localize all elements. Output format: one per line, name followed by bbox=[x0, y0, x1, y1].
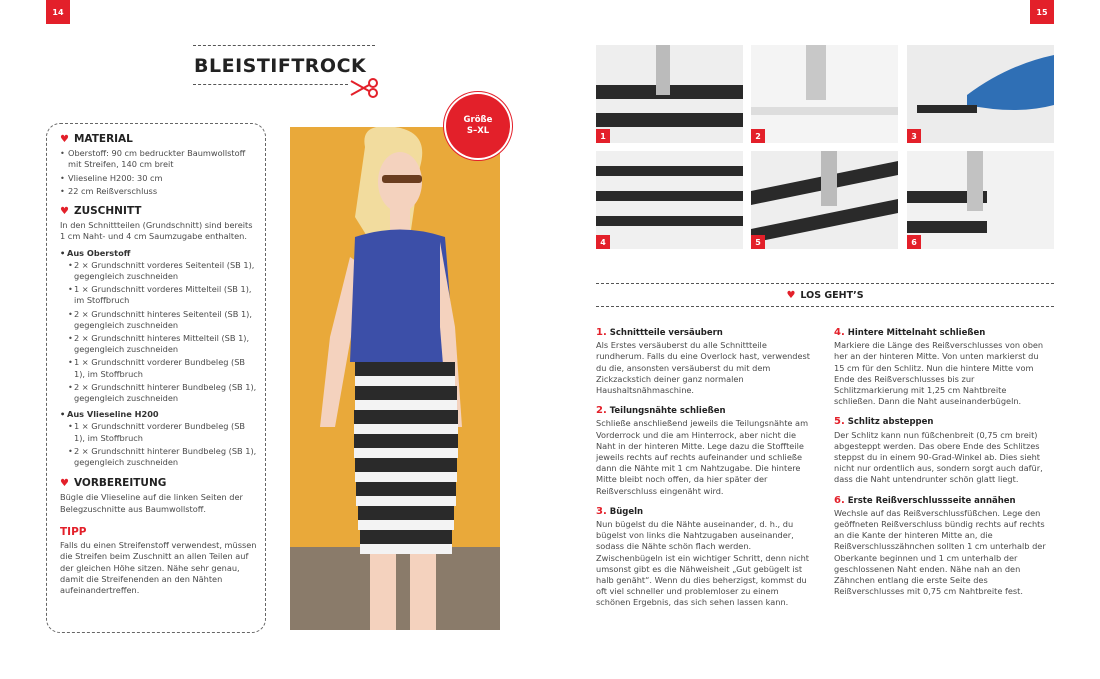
page-number-right: 15 bbox=[1030, 0, 1054, 24]
list-item: • 1 × Grundschnitt vorderer Bundbeleg (SB 1), im Stoffbruch bbox=[68, 421, 246, 443]
group-heading: • Aus Oberstoff bbox=[60, 247, 131, 258]
steps-column-left bbox=[596, 327, 812, 618]
step-photo: 2 bbox=[751, 45, 898, 143]
step-photo: 3 bbox=[907, 45, 1054, 143]
heart-icon: ♥ bbox=[60, 205, 69, 217]
list-item: • 1 × Grundschnitt vorderes Mittelteil (SB 1), im Stoffbruch bbox=[68, 284, 252, 306]
size-badge: Größe S–XL bbox=[446, 94, 510, 158]
tipp-heading: TIPP bbox=[60, 525, 87, 538]
scissors-icon bbox=[349, 77, 379, 99]
step: 3. Bügeln Nun bügelst du die Nähte auseinander, d. h., du bügelst von links die Nahtzugaben auseinander, sodass die Nähte schön flach werden. Zwischenbügeln ist ein wichtiger Schritt, denn nicht umsonst gibt es die Nähweisheit „Gut gebügelt ist halb genäht“. Wenn du dies beherzigst, kommst du oft viel schneller und problemloser zu einem schönen Ergebnis, das sich sehen lassen kann. bbox=[596, 505, 809, 608]
list-item: • Vlieseline H200: 30 cm bbox=[60, 172, 163, 183]
step: 5. Schlitz absteppen Der Schlitz kann nun füßchenbreit (0,75 cm breit) abgesteppt werden. Das obere Ende des Schlitzes steppst du in einem 90-Grad-Winkel ab. Dies sieht nicht nur ordentlich aus, sondern sorgt auch dafür, dass die Naht untendrunter schön glatt liegt. bbox=[834, 416, 1043, 485]
step: 2. Teilungsnähte schließen Schließe anschließend jeweils die Teilungsnähte am Vorderrock und die am Hinterrock, aber nicht die Naht in der hinteren Mitte. Lege dazu die Stoffteile jeweils rechts auf rechts aufeinander und schließe dann die Nähte mit 1 cm Nahtzugabe. Die hintere Mitte bleibt noch offen, da hier später der Reißverschluss eingenäht wird. bbox=[596, 405, 809, 496]
heart-icon: ♥ bbox=[786, 289, 796, 301]
step-photo: 4 bbox=[596, 151, 743, 249]
zuschnitt-heading: ♥ ZUSCHNITT bbox=[60, 205, 142, 218]
los-gehts-title: LOS GEHT’S bbox=[800, 290, 864, 301]
list-item: • 22 cm Reißverschluss bbox=[60, 185, 158, 196]
heart-icon: ♥ bbox=[60, 477, 69, 489]
list-item: • 2 × Grundschnitt hinterer Bundbeleg (SB 1), gegengleich zuschneiden bbox=[68, 445, 257, 468]
steps-column-right bbox=[834, 327, 1050, 606]
title-block bbox=[193, 45, 375, 85]
list-item: • 1 × Grundschnitt vorderer Bundbeleg (SB 1), im Stoffbruch bbox=[68, 357, 246, 379]
step-photo: 1 bbox=[596, 45, 743, 143]
list-item: • Oberstoff: 90 cm bedruckter Baumwollstoff mit Streifen, 140 cm breit bbox=[60, 148, 246, 170]
vorbereitung-text: Bügle die Vlieseline auf die linken Seiten der Belegzuschnitte aus Baumwollstoff. bbox=[60, 492, 243, 514]
step-photo: 5 bbox=[751, 151, 898, 249]
tipp-text: Falls du einen Streifenstoff verwendest, müssen die Streifen beim Zuschnitt an allen Teilen auf der gleichen Höhe sitzen. Nähe sehr genau, damit die Streifenenden an den Nähten aufeinandertreffen. bbox=[60, 540, 257, 595]
model-photo bbox=[290, 127, 500, 630]
group-heading: • Aus Vlieseline H200 bbox=[60, 409, 159, 420]
heart-icon: ♥ bbox=[60, 133, 69, 145]
list-item: • 2 × Grundschnitt vorderes Seitenteil (SB 1), gegengleich zuschneiden bbox=[68, 259, 255, 282]
page-title: BLEISTIFTROCK bbox=[194, 55, 367, 77]
list-item: • 2 × Grundschnitt hinteres Seitenteil (SB 1), gegengleich zuschneiden bbox=[68, 308, 252, 330]
los-gehts-header bbox=[596, 283, 1054, 307]
step: 6. Erste Reißverschlussseite annähen Wechsle auf das Reißverschlussfüßchen. Lege den geöffneten Reißverschluss bündig rechts auf rechts an die Kante der hinteren Mitte an, die Reißverschlusszähnchen sollten 1 cm unterhalb der Oberkante beginnen und 1 cm unterhalb der geschlossenen Naht enden. Nähe nah an den Zähnchen entlang die erste Seite des Reißverschlusses mit 0,75 cm Nahtbreite fest. bbox=[834, 494, 1046, 597]
list-item: • 2 × Grundschnitt hinterer Bundbeleg (SB 1), gegengleich zuschneiden bbox=[68, 381, 257, 404]
step: 4. Hintere Mittelnaht schließen Markiere die Länge des Reißverschlusses von oben her an der hinteren Mitte. Von unten markierst du 15 cm für den Schlitz. Nun die hintere Mitte vom Ende des Reißverschlusses bis zur Schlitzmarkierung mit 1,25 cm Nahtbreite schließen. Dann die Naht auseinanderbügeln. bbox=[834, 327, 1044, 407]
vorbereitung-heading: ♥ VORBEREITUNG bbox=[60, 477, 167, 490]
materials-sidebar bbox=[46, 123, 266, 633]
zuschnitt-intro: In den Schnittteilen (Grundschnitt) sind bereits 1 cm Naht- und 4 cm Saumzugabe enthalten. bbox=[60, 220, 253, 242]
title-divider-bottom bbox=[193, 84, 348, 85]
material-heading: ♥ MATERIAL bbox=[60, 133, 133, 145]
list-item: • 2 × Grundschnitt hinteres Mittelteil (SB 1), gegengleich zuschneiden bbox=[68, 333, 250, 355]
page-number-left: 14 bbox=[46, 0, 70, 24]
step: 1. Schnittteile versäubern Als Erstes versäuberst du alle Schnittteile rundherum. Falls du eine Overlock hast, verwendest du die, ansonsten versäuberst du mit dem Zickzackstich deiner ganz normalen Haushaltsnähmaschine. bbox=[596, 327, 811, 396]
step-photo: 6 bbox=[907, 151, 1054, 249]
